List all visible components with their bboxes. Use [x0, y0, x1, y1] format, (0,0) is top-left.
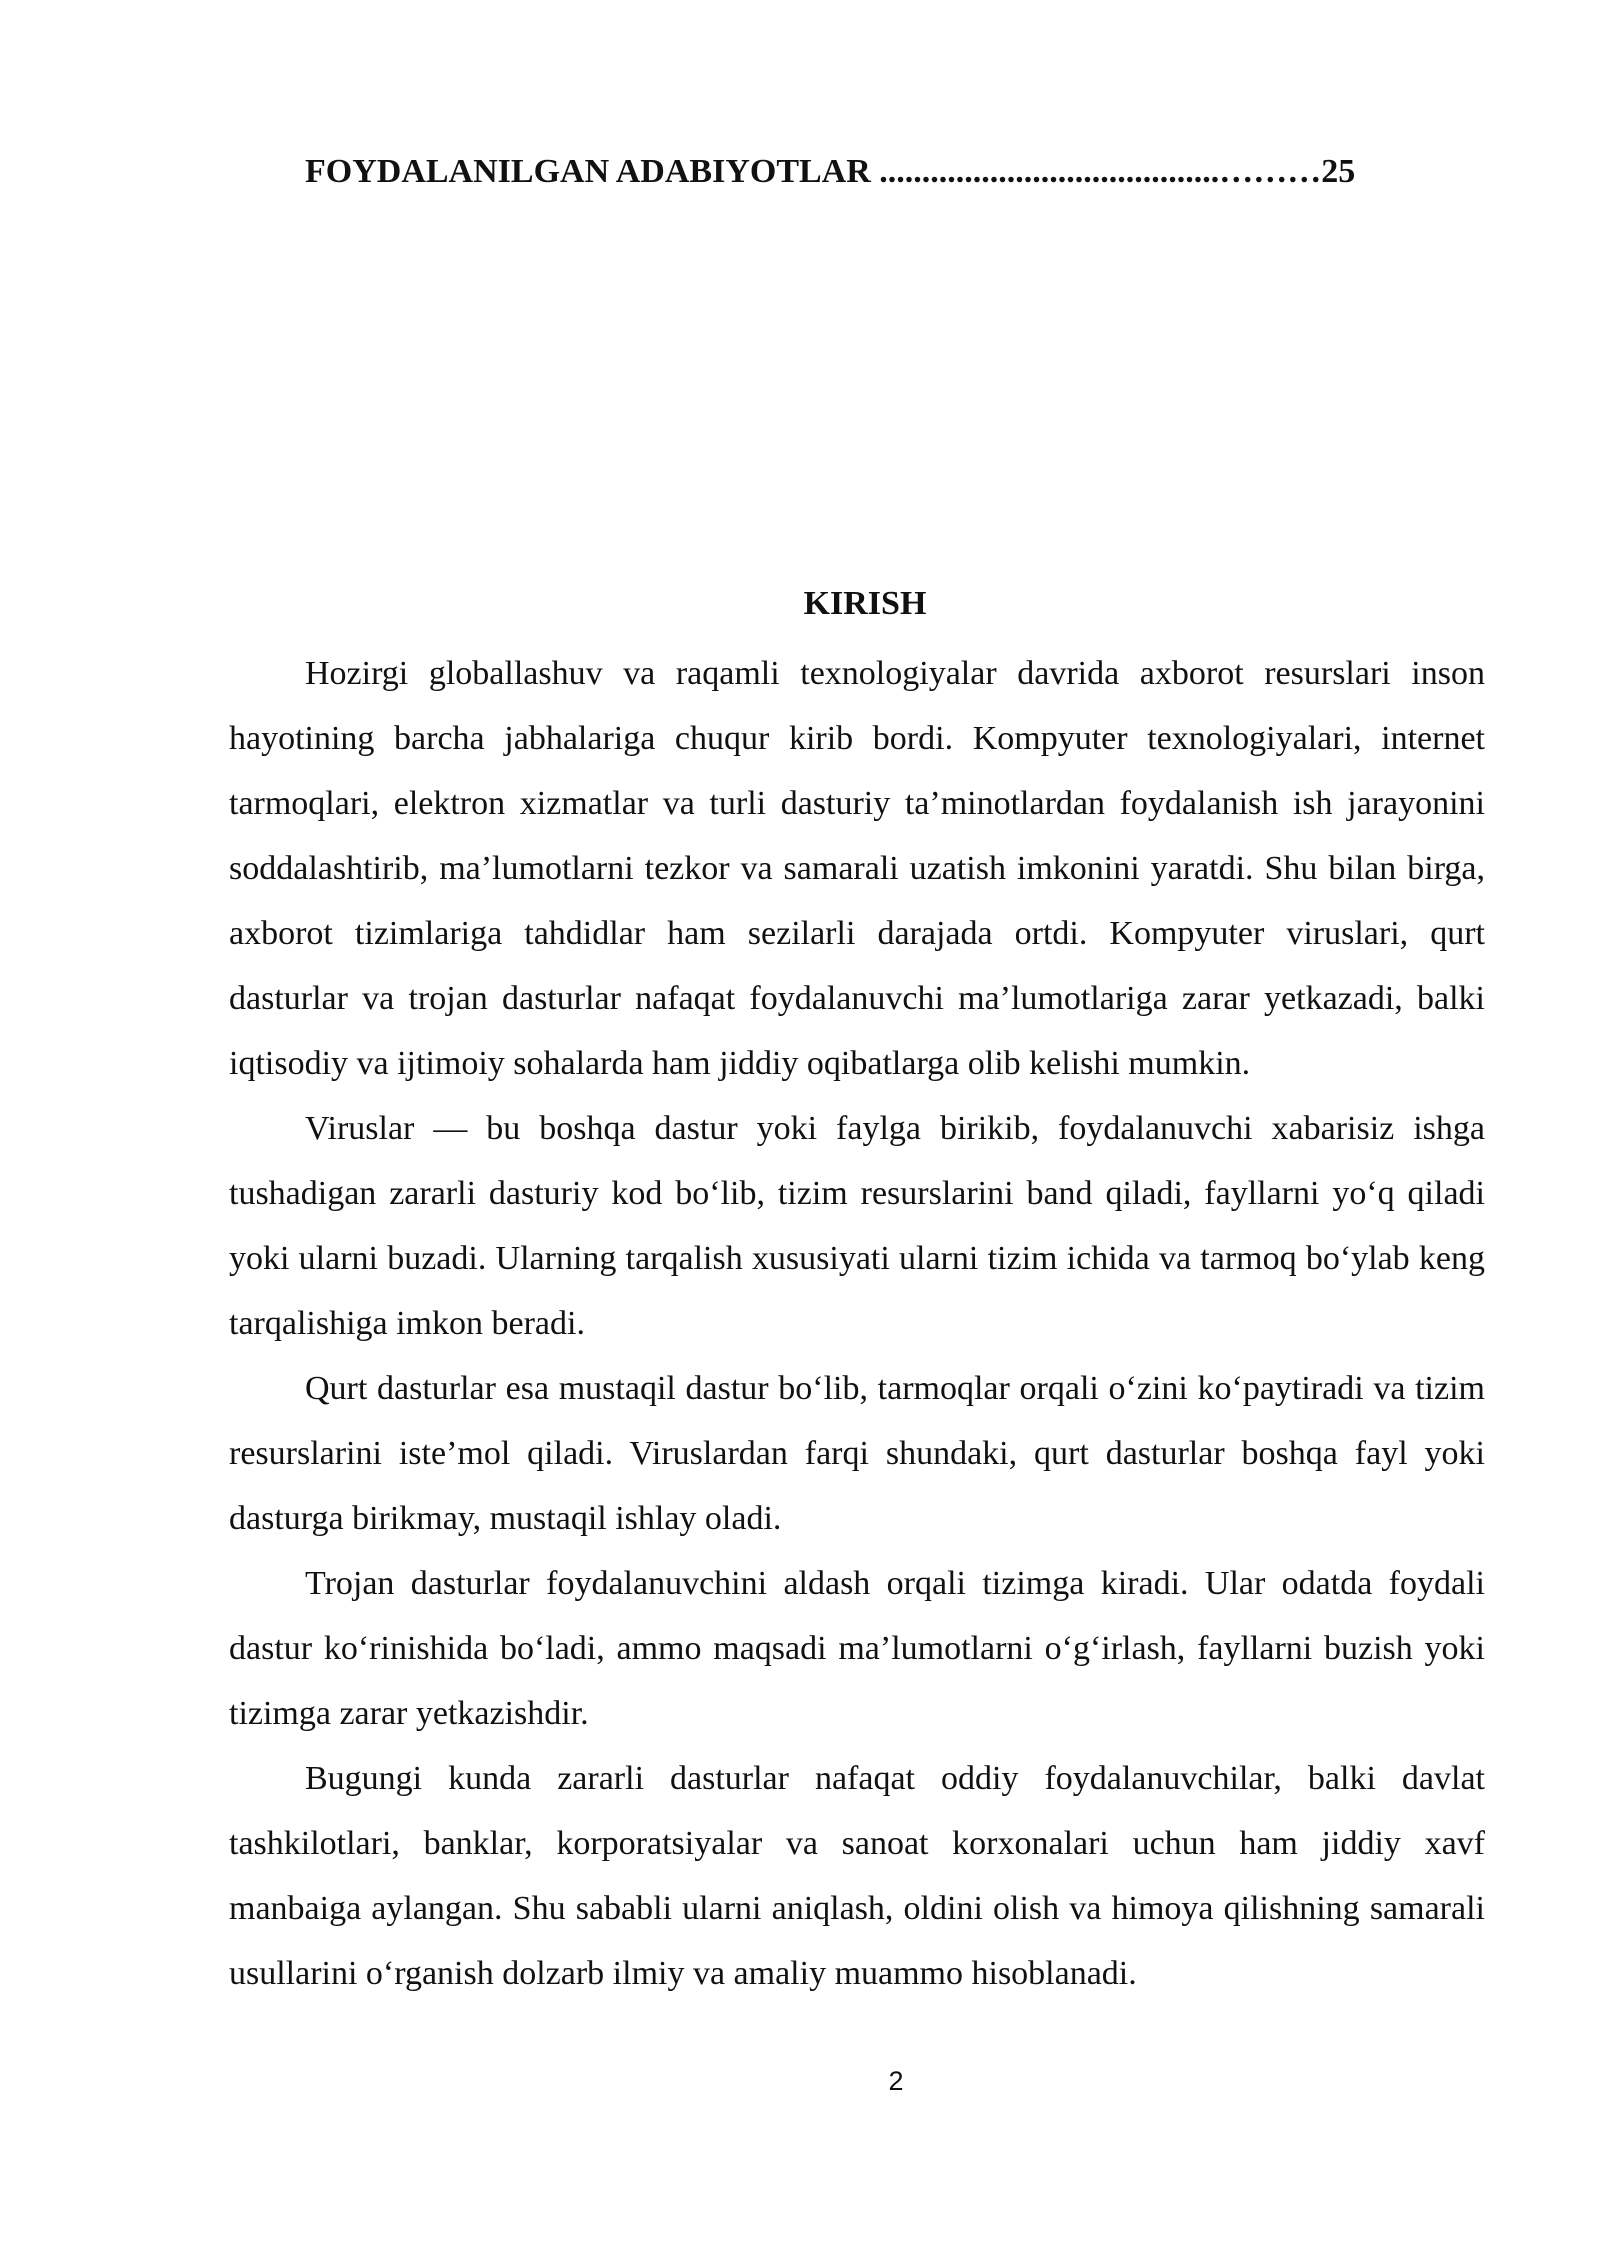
- paragraph: Hozirgi globallashuv va raqamli texnologiyalar davrida axborot resurslari inson hayotining barcha jabhalariga chuqur kirib bordi. Kompyuter texnologiyalari, internet tarmoqlari, elektron xizmatlar va turli dasturiy ta’minotlardan foydalanish ish jarayonini soddalashtirib, ma’lumotlarni tezkor va samarali uzatish imkonini yaratdi. Shu bilan birga, axborot tizimlariga tahdidlar ham sezilarli darajada ortdi. Kompyuter viruslari, qurt dasturlar va trojan dasturlar nafaqat foydalanuvchi ma’lumotlariga zarar yetkazadi, balki iqtisodiy va ijtimoiy sohalarda ham jiddiy oqibatlarga olib kelishi mumkin.: [229, 655, 1485, 1082]
- paragraph: Qurt dasturlar esa mustaqil dastur bo‘lib, tarmoqlar orqali o‘zini ko‘paytiradi va tizim resurslarini iste’mol qiladi. Viruslardan farqi shundaki, qurt dasturlar boshqa fayl yoki dasturga birikmay, mustaqil ishlay oladi.: [229, 1370, 1485, 1537]
- paragraph: Bugungi kunda zararli dasturlar nafaqat oddiy foydalanuvchilar, balki davlat tashkilotlari, banklar, korporatsiyalar va sanoat korxonalari uchun ham jiddiy xavf manbaiga aylangan. Shu sababli ularni aniqlash, oldini olish va himoya qilishning samarali usullarini o‘rganish dolzarb ilmiy va amaliy muammo hisoblanadi.: [229, 1760, 1485, 1992]
- page-number: 2: [888, 2066, 904, 2096]
- paragraph: Trojan dasturlar foydalanuvchini aldash orqali tizimga kiradi. Ular odatda foydali dastur ko‘rinishida bo‘ladi, ammo maqsadi ma’lumotlarni o‘g‘irlash, fayllarni buzish yoki tizimga zarar yetkazishdir.: [229, 1565, 1485, 1732]
- paragraph: Viruslar — bu boshqa dastur yoki faylga birikib, foydalanuvchi xabarisiz ishga tushadigan zararli dasturiy kod bo‘lib, tizim resurslarini band qiladi, fayllarni yo‘q qiladi yoki ularni buzadi. Ularning tarqalish xususiyati ularni tizim ichida va tarmoq bo‘ylab keng tarqalishiga imkon beradi.: [229, 1110, 1485, 1342]
- section-title: KIRISH: [803, 585, 927, 622]
- toc-entry-references: FOYDALANILGAN ADABIYOTLAR ........................................………25: [305, 153, 1356, 190]
- section-body: [229, 641, 1485, 2006]
